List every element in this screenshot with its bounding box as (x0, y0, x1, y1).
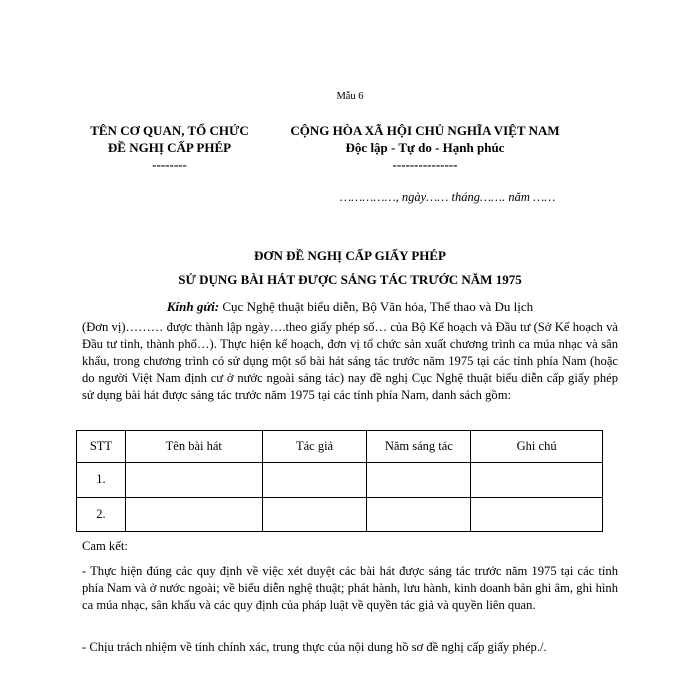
table-cell-song-name (125, 497, 262, 531)
column-header-author: Tác giả (262, 431, 367, 463)
organization-header (62, 122, 277, 173)
table-cell-notes (471, 463, 603, 497)
table-row (77, 463, 603, 497)
song-list-table (76, 430, 603, 532)
table-cell-song-name (125, 463, 262, 497)
national-header (270, 122, 580, 173)
table-cell-author (262, 497, 367, 531)
table-row (77, 497, 603, 531)
column-header-notes: Ghi chú (471, 431, 603, 463)
table-cell-notes (471, 497, 603, 531)
table-cell-stt: 1. (77, 463, 126, 497)
column-header-song-name: Tên bài hát (125, 431, 262, 463)
recipient-label: Kính gửi: (166, 299, 220, 314)
commitment-item: - Thực hiện đúng các quy định về việc xét duyệt các bài hát được sáng tác trước năm 1975 tại các tỉnh phía Nam và ở nước ngoài; về biểu diễn nghệ thuật; phát hành, lưu hành, kinh doanh bản ghi âm, ghi hình ca múa nhạc, sân khấu và các quy định của pháp luật về quyền tác giả và quyền liên quan. (82, 564, 618, 612)
commitment-label: Cam kết: (82, 539, 128, 553)
document-subtitle: SỬ DỤNG BÀI HÁT ĐƯỢC SÁNG TÁC TRƯỚC NĂM 1975 (178, 272, 522, 287)
header-left-divider: -------- (152, 157, 187, 172)
commitment-item: - Chịu trách nhiệm về tính chính xác, trung thực của nội dung hồ sơ đề nghị cấp giấy phép./. (82, 640, 547, 654)
recipient-name: Cục Nghệ thuật biểu diễn, Bộ Văn hóa, Thể thao và Du lịch (219, 299, 534, 314)
applicant-label: ĐỀ NGHỊ CẤP PHÉP (107, 140, 232, 155)
recipient-line (0, 299, 700, 315)
table-header-row (77, 431, 603, 463)
date-line: ……………, ngày…… tháng……. năm …… (340, 190, 556, 204)
header-right-divider: --------------- (392, 157, 458, 172)
organization-name-label: TÊN CƠ QUAN, TỔ CHỨC (90, 123, 249, 138)
column-header-stt: STT (77, 431, 126, 463)
country-name: CỘNG HÒA XÃ HỘI CHỦ NGHĨA VIỆT NAM (290, 123, 560, 138)
form-number: Mẫu 6 (336, 91, 364, 102)
table-cell-year (367, 463, 471, 497)
table-cell-year (367, 497, 471, 531)
table-cell-stt: 2. (77, 497, 126, 531)
column-header-year: Năm sáng tác (367, 431, 471, 463)
table-cell-author (262, 463, 367, 497)
document-title: ĐƠN ĐỀ NGHỊ CẤP GIẤY PHÉP (254, 248, 446, 263)
body-paragraph: (Đơn vị)……… được thành lập ngày….theo giấy phép số… của Bộ Kế hoạch và Đầu tư (Sở Kế hoạch và Đầu tư tỉnh, thành phố…). Thực hiện kế hoạch, đơn vị tổ chức sản xuất chương trình ca múa nhạc và sân khấu, trong chương trình có sử dụng một số bài hát sáng tác trước năm 1975 tại các tỉnh phía Nam (hoặc do người Việt Nam định cư ở nước ngoài sáng tác) nay đề nghị Cục Nghệ thuật biểu diễn cấp giấy phép sử dụng bài hát được sáng tác trước năm 1975 tại các tỉnh phía Nam, danh sách gồm: (82, 320, 618, 402)
national-motto: Độc lập - Tự do - Hạnh phúc (345, 140, 505, 155)
